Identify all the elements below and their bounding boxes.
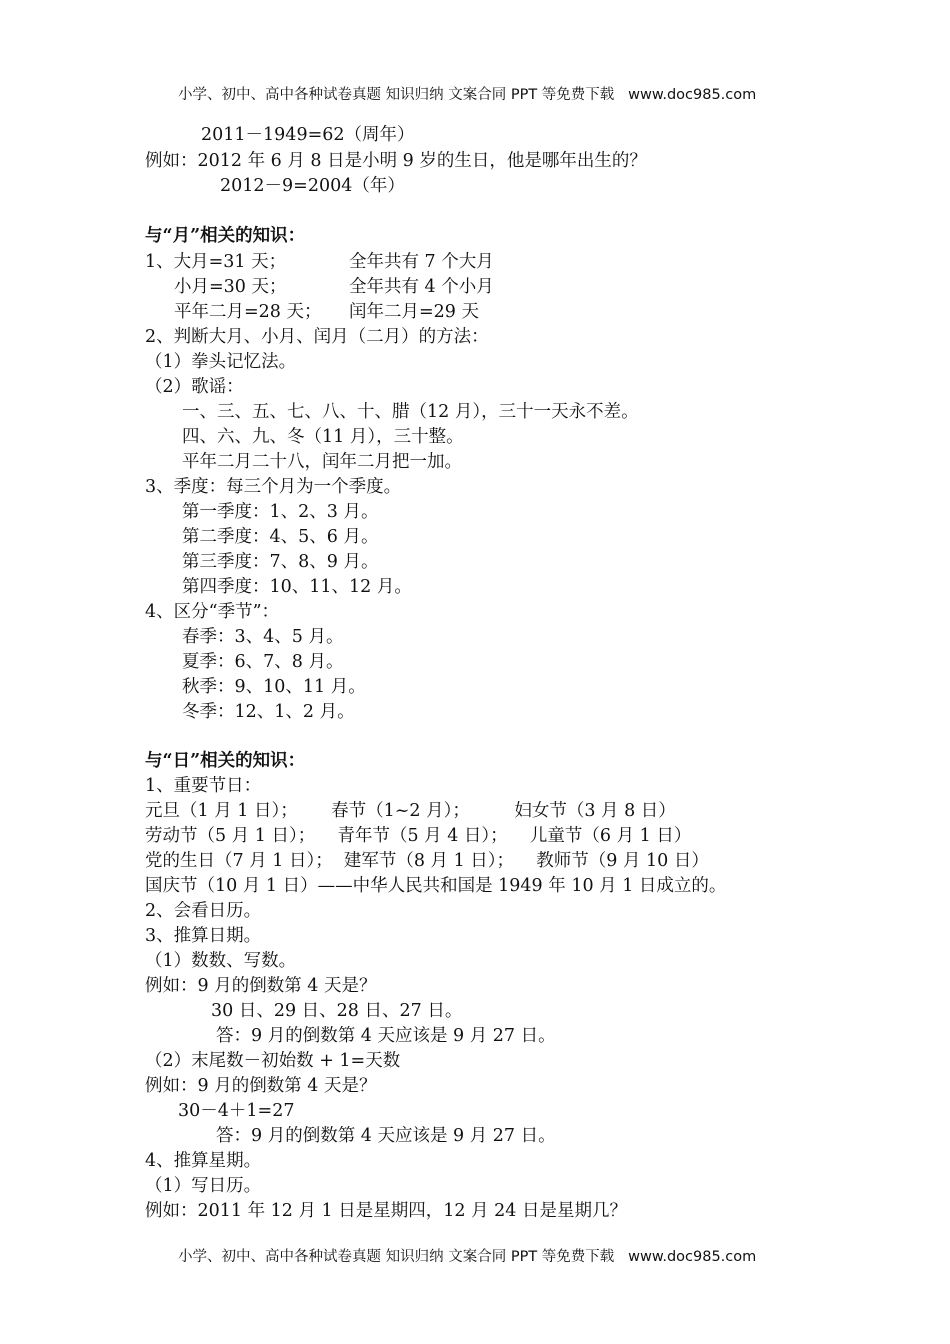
text-line: 平年二月=28 天；: [174, 302, 322, 322]
text-line: 夏季：6、7、8 月。: [182, 652, 344, 672]
text-line: （1）拳头记忆法。: [145, 352, 297, 372]
calc-line: 2012－9=2004（年）: [220, 176, 405, 196]
text-line: 冬季：12、1、2 月。: [182, 702, 355, 722]
text-line: 例如：9 月的倒数第 4 天是？: [145, 976, 377, 996]
text-line: （1）写日历。: [145, 1176, 262, 1196]
text-line: 党的生日（7 月 1 日）； 建军节（8 月 1 日）； 教师节（9 月 10 日）: [145, 851, 709, 871]
text-line: 闰年二月=29 天: [349, 302, 479, 322]
text-line: （2）歌谣：: [145, 377, 244, 397]
calc-line: 2011－1949=62（周年）: [201, 125, 415, 145]
text-line: 答：9 月的倒数第 4 天应该是 9 月 27 日。: [216, 1126, 556, 1146]
text-line: 元旦（1 月 1 日）； 春节（1~2 月）； 妇女节（3 月 8 日）: [145, 801, 676, 821]
example-line: 例如：2012 年 6 月 8 日是小明 9 岁的生日，他是哪年出生的？: [145, 151, 647, 171]
text-line: 1、重要节日：: [145, 776, 262, 796]
text-line: 30－4＋1=27: [178, 1101, 295, 1121]
text-line: 4、推算星期。: [145, 1151, 262, 1171]
text-line: 国庆节（10 月 1 日）——中华人民共和国是 1949 年 10 月 1 日成立的。: [145, 876, 727, 896]
text-line: 2、判断大月、小月、闰月（二月）的方法：: [145, 327, 489, 347]
text-line: 小月=30 天；: [174, 277, 287, 297]
text-line: 第三季度：7、8、9 月。: [182, 552, 379, 572]
text-line: （2）末尾数－初始数 + 1=天数: [145, 1051, 401, 1071]
text-line: 平年二月二十八，闰年二月把一加。: [182, 452, 462, 472]
page-header: 小学、初中、高中各种试卷真题 知识归纳 文案合同 PPT 等免费下载 www.doc985.com: [178, 87, 757, 103]
page-footer: 小学、初中、高中各种试卷真题 知识归纳 文案合同 PPT 等免费下载 www.doc985.com: [178, 1249, 757, 1265]
text-line: 1、大月=31 天；: [145, 252, 287, 272]
text-line: 3、推算日期。: [145, 926, 262, 946]
text-line: 春季：3、4、5 月。: [182, 627, 344, 647]
text-line: 四、六、九、冬（11 月），三十整。: [182, 427, 464, 447]
text-line: 3、季度：每三个月为一个季度。: [145, 477, 402, 497]
text-line: （1）数数、写数。: [145, 951, 297, 971]
text-line: 秋季：9、10、11 月。: [182, 677, 366, 697]
text-line: 一、三、五、七、八、十、腊（12 月），三十一天永不差。: [182, 402, 639, 422]
text-line: 30 日、29 日、28 日、27 日。: [211, 1001, 463, 1021]
text-line: 全年共有 7 个大月: [349, 252, 494, 272]
section-heading-month: 与“月”相关的知识：: [145, 226, 306, 246]
text-line: 第四季度：10、11、12 月。: [182, 577, 412, 597]
text-line: 2、会看日历。: [145, 901, 262, 921]
text-line: 全年共有 4 个小月: [349, 277, 494, 297]
text-line: 劳动节（5 月 1 日）； 青年节（5 月 4 日）； 儿童节（6 月 1 日）: [145, 826, 692, 846]
text-line: 4、区分“季节”：: [145, 602, 280, 622]
section-heading-day: 与“日”相关的知识：: [145, 751, 306, 771]
text-line: 第一季度：1、2、3 月。: [182, 502, 379, 522]
text-line: 第二季度：4、5、6 月。: [182, 527, 379, 547]
text-line: 例如：9 月的倒数第 4 天是？: [145, 1076, 377, 1096]
text-line: 答：9 月的倒数第 4 天应该是 9 月 27 日。: [216, 1026, 556, 1046]
text-line: 例如：2011 年 12 月 1 日是星期四，12 月 24 日是星期几？: [145, 1201, 627, 1221]
